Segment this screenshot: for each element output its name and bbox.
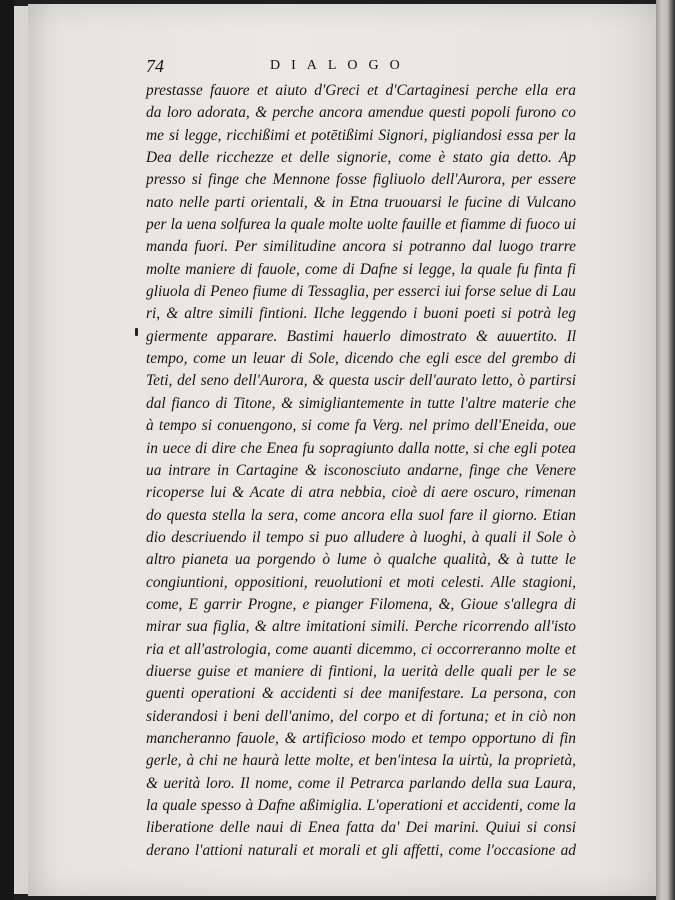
text-line: derano l'attioni naturali et morali et gli affetti, come l'occasione ad: [146, 841, 576, 859]
text-line: & uerità loro. Il nome, come il Petrarca parlando della sua Laura,: [146, 774, 576, 792]
text-line: dal fianco di Titone, & simigliantemente in tutte l'altre materie che: [146, 394, 576, 412]
text-line: dio descriuendo il tempo si puo alludere à luoghi, à quali il Sole ò: [146, 528, 576, 546]
text-line: altro pianeta ua porgendo ò lume ò qualche qualità, & à tutte le: [146, 551, 576, 569]
text-line: siderandosi i beni dell'animo, del corpo et di fortuna; et in ciò non: [146, 707, 576, 725]
text-line: tempo, come un leuar di Sole, dicendo che egli esce del grembo di: [146, 350, 576, 368]
scan-background-left: [0, 0, 14, 900]
text-line: ri, & altre simili fintioni. Ilche leggendo i buoni poeti si potrà leg: [146, 305, 576, 323]
text-line: mancheranno fauole, & artificioso modo et tempo opportuno di fin: [146, 729, 576, 747]
text-line: per la uena solfurea la quale molte uolte fauille et fiamme di fuoco ui: [146, 216, 576, 234]
text-line: guenti operationi & accidenti si dee manifestare. La persona, con: [146, 685, 576, 703]
text-line: mirar sua figlia, & altre imitationi simili. Perche ricorrendo all'isto: [146, 618, 576, 636]
page-number: 74: [146, 56, 164, 76]
scan-background-right: [656, 0, 675, 900]
text-line: manda fuori. Per similitudine ancora si potranno dal luogo trarre: [146, 238, 576, 256]
text-line: congiuntioni, oppositioni, reuolutioni et moti celesti. Alle stagioni,: [146, 573, 576, 591]
text-line: liberatione delle naui di Enea fatta da' Dei marini. Quiui si consi: [146, 819, 576, 837]
margin-ink-mark: [135, 328, 138, 336]
page-stack-edge: [14, 6, 29, 894]
running-head: DIALOGO: [270, 58, 411, 73]
text-line: ricoperse lui & Acate di atra nebbia, cioè di aere oscuro, rimenan: [146, 484, 576, 502]
text-line: prestasse fauore et aiuto d'Greci et d'Cartaginesi perche ella era: [146, 82, 576, 99]
page-header: [146, 56, 606, 80]
text-line: ua intrare in Cartagine & isconosciuto andarne, finge che Venere: [146, 461, 576, 479]
text-line: in uece di dire che Enea fu sopragiunto dalla notte, si che egli potea: [146, 439, 576, 457]
text-line: à tempo si conuengono, si come fa Verg. nel primo dell'Eneida, oue: [146, 417, 576, 435]
text-line: Dea delle ricchezze et delle signorie, come è stato gia detto. Ap: [146, 149, 576, 167]
text-line: come, E garrir Progne, e pianger Filomena, &, Gioue s'allegra di: [146, 595, 576, 613]
text-line: me si legge, ricchißimi et potētißimi Signori, pigliandosi essa per la: [146, 126, 576, 144]
text-line: da loro adorata, & perche ancora amendue questi popoli furono co: [146, 104, 576, 122]
text-line: do questa stella la sera, come ancora ella suol fare il giorno. Etian: [146, 506, 576, 524]
text-line: molte maniere di fauole, come di Dafne si legge, la quale fu finta fi: [146, 260, 576, 278]
text-line: diuerse guise et maniere di fintioni, la uerità delle quali per le se: [146, 662, 576, 680]
text-line: gliuola di Peneo fiume di Tessaglia, per esserci iui forse selue di Lau: [146, 283, 576, 301]
text-line: la quale spesso à Dafne aßimiglia. L'operationi et accidenti, come la: [146, 797, 576, 814]
text-line: Teti, del seno dell'Aurora, & questa uscir dell'aurato letto, ò partirsi: [146, 372, 576, 390]
text-line: ria et all'astrologia, come auanti dicemmo, ci occorreranno molte et: [146, 640, 576, 658]
text-line: giermente apparare. Bastimi hauerlo dimostrato & auuertito. Il: [146, 327, 576, 345]
body-text: [146, 80, 576, 862]
text-line: nato nelle parti orientali, & in Etna truouarsi le fucine di Vulcano: [146, 193, 576, 211]
text-line: presso si finge che Mennone fosse figliuolo dell'Aurora, per essere: [146, 171, 576, 189]
text-line: gerle, à chi ne haurà lette molte, et ben'intesa la uirtù, la proprietà,: [146, 752, 576, 770]
